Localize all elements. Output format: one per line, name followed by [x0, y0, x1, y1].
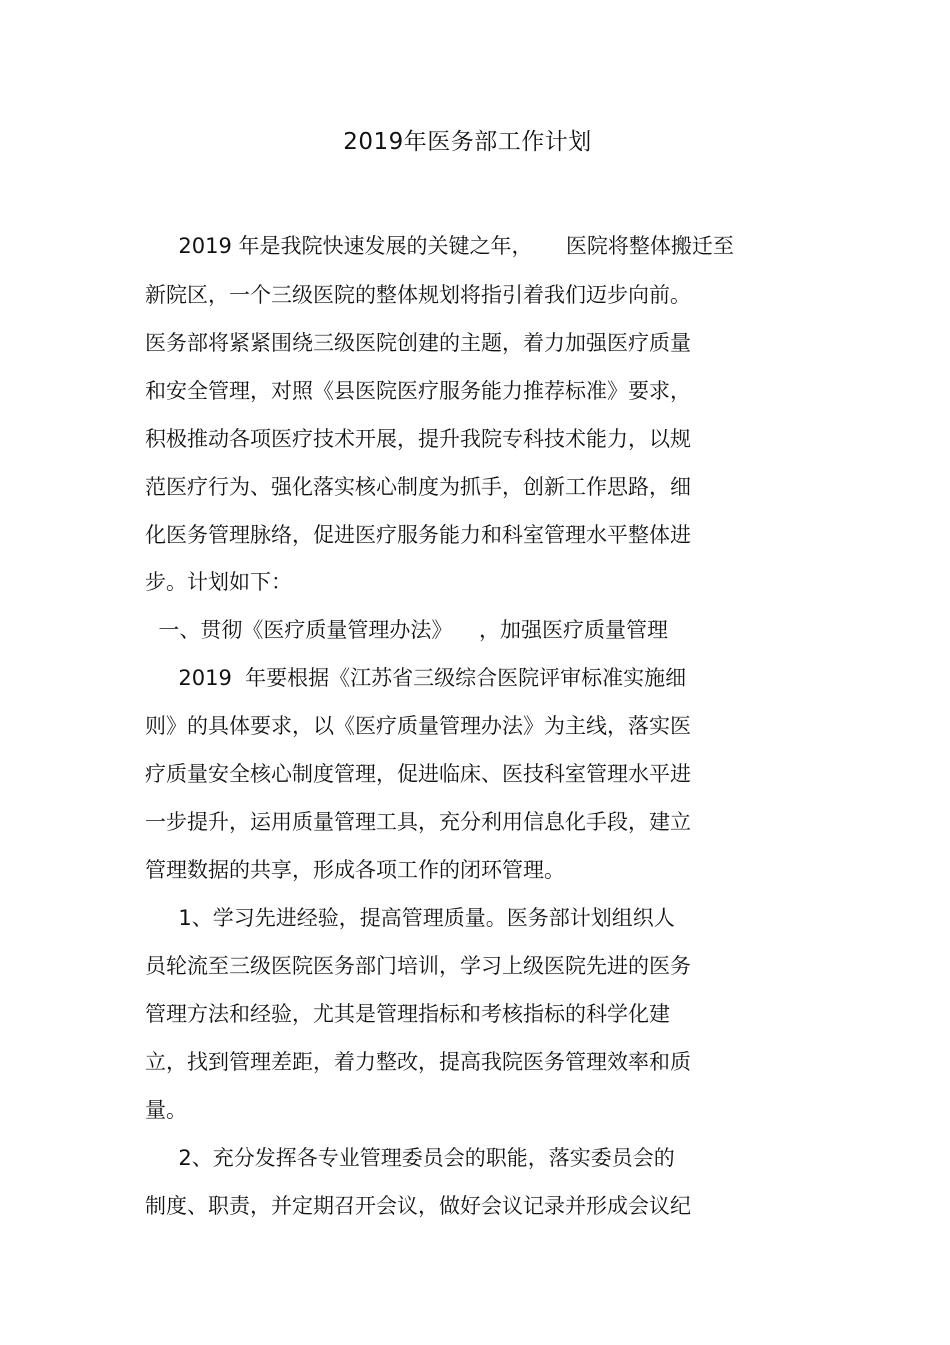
- paragraph-line: 新院区，一个三级医院的整体规划将指引着我们迈步向前。: [145, 283, 691, 307]
- paragraph-line: 2019 年是我院快速发展的关键之年， 医院将整体搬迁至: [145, 234, 734, 258]
- section-heading: 一、贯彻《医疗质量管理办法》 ，加强医疗质量管理: [145, 618, 669, 642]
- paragraph-line: 管理数据的共享，形成各项工作的闭环管理。: [145, 858, 565, 882]
- paragraph-line: 制度、职责，并定期召开会议，做好会议记录并形成会议纪: [145, 1194, 691, 1218]
- paragraph-line: 2、充分发挥各专业管理委员会的职能，落实委员会的: [145, 1146, 675, 1170]
- paragraph-line: 和安全管理，对照《县医院医疗服务能力推荐标准》要求，: [145, 379, 691, 403]
- paragraph-line: 范医疗行为、强化落实核心制度为抓手，创新工作思路，细: [145, 475, 691, 499]
- paragraph-line: 一步提升，运用质量管理工具，充分利用信息化手段，建立: [145, 810, 691, 834]
- paragraph-line: 疗质量安全核心制度管理，促进临床、医技科室管理水平进: [145, 762, 691, 786]
- paragraph-line: 积极推动各项医疗技术开展，提升我院专科技术能力，以规: [145, 427, 691, 451]
- paragraph-line: 量。: [145, 1098, 187, 1122]
- paragraph-line: 管理方法和经验，尤其是管理指标和考核指标的科学化建: [145, 1002, 670, 1026]
- document-title: 2019年医务部工作计划: [343, 129, 592, 155]
- paragraph-line: 2019 年要根据《江苏省三级综合医院评审标准实施细: [145, 666, 687, 690]
- paragraph-line: 医务部将紧紧围绕三级医院创建的主题，着力加强医疗质量: [145, 331, 691, 355]
- paragraph-line: 则》的具体要求，以《医疗质量管理办法》为主线，落实医: [145, 714, 691, 738]
- paragraph-line: 步。计划如下：: [145, 570, 292, 594]
- paragraph-line: 1、学习先进经验，提高管理质量。医务部计划组织人: [145, 906, 675, 930]
- paragraph-line: 化医务管理脉络，促进医疗服务能力和科室管理水平整体进: [145, 523, 691, 547]
- paragraph-line: 员轮流至三级医院医务部门培训，学习上级医院先进的医务: [145, 954, 691, 978]
- paragraph-line: 立，找到管理差距，着力整改，提高我院医务管理效率和质: [145, 1050, 691, 1074]
